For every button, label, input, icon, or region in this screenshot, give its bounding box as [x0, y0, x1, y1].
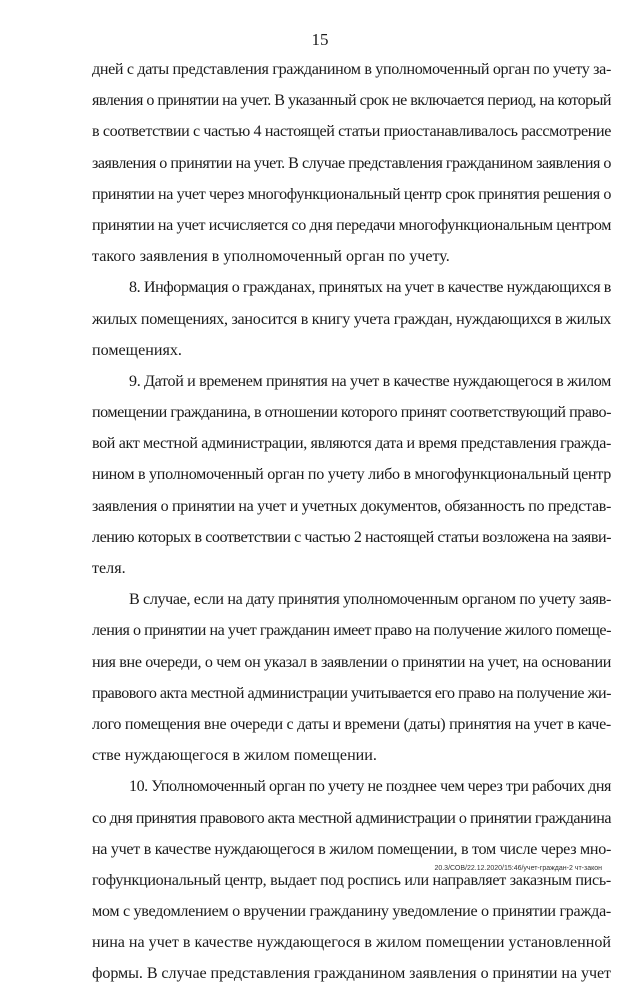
text-line: 8. Информация о гражданах, принятых на учет в качестве нуждающихся в	[129, 279, 611, 297]
text-line: мом с уведомлением о вручении гражданину уведомление о принятии гражда-	[92, 903, 611, 921]
text-line: формы. В случае представления гражданином заявления о принятии на учет	[92, 965, 611, 983]
text-line: лого помещения вне очереди с даты и времени (даты) принятия на учет в каче-	[92, 715, 611, 733]
text-line: в соответствии с частью 4 настоящей статьи приостанавливалось рассмотрение	[92, 123, 611, 141]
text-line: нина на учет в качестве нуждающегося в жилом помещении установленной	[92, 934, 611, 952]
text-line: жилых помещениях, заносится в книгу учета граждан, нуждающихся в жилых	[92, 310, 611, 328]
text-line: заявления о принятии на учет и учетных документов, обязанность по представ-	[92, 497, 611, 515]
text-line: стве нуждающегося в жилом помещении.	[92, 747, 377, 765]
text-line: явления о принятии на учет. В указанный срок не включается период, на который	[92, 92, 611, 110]
text-line: теля.	[92, 560, 126, 577]
text-line: В случае, если на дату принятия уполномоченным органом по учету заяв-	[129, 591, 612, 609]
document-body	[92, 54, 611, 990]
text-line: ления о принятии на учет гражданин имеет право на получение жилого помеще-	[92, 622, 611, 640]
text-line: помещении гражданина, в отношении которого принят соответствующий право-	[92, 404, 611, 422]
text-line: со дня принятия правового акта местной администрации о принятии гражданина	[92, 809, 611, 827]
text-line: помещениях.	[92, 341, 182, 359]
document-footer-code: 20.3/СОВ/22.12.2020/15:46/учет-граждан-2 чт-закон	[434, 865, 602, 872]
text-line: правового акта местной администрации учитывается его право на получение жи-	[92, 684, 611, 702]
text-line: принятии на учет исчисляется со дня передачи многофункциональным центром	[92, 216, 611, 234]
text-line: дней с даты представления гражданином в уполномоченный орган по учету за-	[92, 61, 611, 78]
page-number: 15	[311, 30, 329, 49]
text-line: такого заявления в уполномоченный орган по учету.	[92, 248, 450, 266]
text-line: ния вне очереди, о чем он указал в заявлении о принятии на учет, на основании	[92, 653, 611, 671]
text-line: заявления о принятии на учет. В случае представления гражданином заявления о	[92, 154, 611, 172]
text-line: на учет в качестве нуждающегося в жилом помещении, в том числе через мно-	[92, 840, 611, 858]
text-line: 10. Уполномоченный орган по учету не позднее чем через три рабочих дня	[129, 778, 611, 796]
text-line: принятии на учет через многофункциональный центр срок принятия решения о	[92, 185, 611, 203]
text-line: 9. Датой и временем принятия на учет в качестве нуждающегося в жилом	[129, 372, 611, 390]
text-line: вой акт местной администрации, являются дата и время представления гражда-	[92, 435, 611, 453]
text-line: лению которых в соответствии с частью 2 настоящей статьи возложена на заяви-	[92, 528, 611, 546]
text-line: гофункциональный центр, выдает под роспись или направляет заказным пись-	[92, 871, 611, 889]
text-line: нином в уполномоченный орган по учету либо в многофункциональный центр	[92, 466, 611, 484]
